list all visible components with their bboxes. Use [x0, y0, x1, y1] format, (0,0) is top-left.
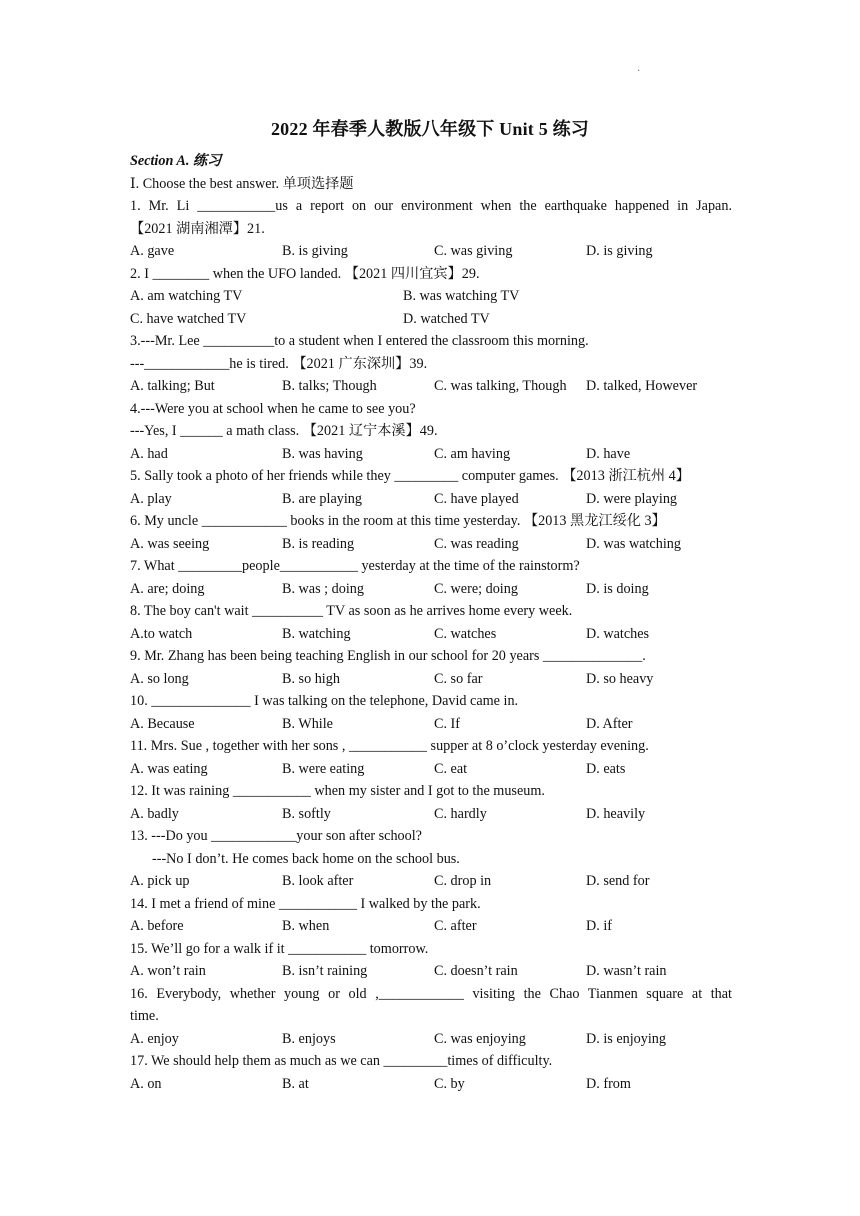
option-b: B. look after [282, 873, 354, 889]
answer-options [130, 443, 732, 466]
option-d: D. were playing [586, 490, 678, 507]
option-d: D. is enjoying [586, 1030, 666, 1047]
question-stem: ---No I don’t. He comes back home on the school bus. [152, 850, 460, 867]
option-a: A.to watch [130, 625, 193, 642]
header-dot: · [637, 66, 641, 77]
answer-options [130, 1073, 732, 1096]
option-c: C. If [434, 715, 461, 732]
option-c: C. were; doing [434, 580, 518, 597]
question-5 [130, 465, 732, 510]
question-stem: 8. The boy can't wait __________ TV as soon as he arrives home every week. [130, 603, 573, 619]
option-d: D. is giving [586, 243, 653, 259]
answer-options [130, 308, 732, 331]
answer-options [130, 915, 732, 938]
option-b: B. softly [282, 805, 331, 822]
option-b: B. talks; Though [282, 378, 377, 394]
option-c: C. after [434, 918, 477, 934]
option-d: D. wasn’t rain [586, 963, 667, 979]
option-b: B. at [282, 1075, 309, 1092]
option-c: C. am having [434, 445, 511, 462]
question-9 [130, 645, 732, 690]
option-a: A. so long [130, 670, 189, 687]
question-8 [130, 600, 732, 645]
option-d: D. if [586, 918, 613, 934]
question-stem: 17. We should help them as much as we can _________times of difficulty. [130, 1053, 553, 1069]
question-13 [130, 825, 732, 893]
option-d: D. send for [586, 873, 650, 889]
question-stem: 4.---Were you at school when he came to see you? [130, 400, 416, 417]
option-b: B. was ; doing [282, 580, 364, 597]
answer-options [130, 870, 732, 893]
question-stem: 5. Sally took a photo of her friends while they _________ computer games. 【2013 浙江杭州 4】 [130, 468, 690, 484]
option-a: A. are; doing [130, 580, 205, 597]
option-b: B. isn’t raining [282, 963, 368, 979]
option-b: B. are playing [282, 490, 362, 507]
answer-options [130, 713, 732, 736]
answer-options [130, 533, 732, 556]
question-6 [130, 510, 732, 555]
option-c: C. eat [434, 760, 468, 777]
part-heading: Ⅰ. Choose the best answer. 单项选择题 [130, 175, 354, 192]
option-c: C. hardly [434, 805, 487, 822]
question-stem: time. [130, 1008, 159, 1024]
question-stem: 13. ---Do you ____________your son after school? [130, 828, 422, 844]
question-stem: 9. Mr. Zhang has been being teaching English in our school for 20 years ______________. [130, 648, 646, 664]
option-d: D. is doing [586, 580, 649, 597]
option-c: C. have played [434, 490, 519, 507]
option-a: A. had [130, 445, 168, 462]
answer-options [130, 668, 732, 691]
option-b: B. so high [282, 670, 340, 687]
option-c: C. have watched TV [130, 310, 247, 327]
question-stem: 14. I met a friend of mine ___________ I walked by the park. [130, 895, 481, 912]
question-stem: 1. Mr. Li ___________us a report on our environment when the earthquake happened in Japan. [130, 198, 732, 214]
answer-options [130, 623, 732, 646]
option-c: C. so far [434, 670, 483, 687]
question-stem: 11. Mrs. Sue , together with her sons , ___________ supper at 8 o’clock yesterday evening. [130, 738, 649, 754]
question-stem: 12. It was raining ___________ when my sister and I got to the museum. [130, 783, 545, 799]
option-a: A. talking; But [130, 378, 215, 394]
question-stem: 16. Everybody, whether young or old ,____________ visiting the Chao Tianmen square at that [130, 985, 732, 1002]
option-b: B. were eating [282, 760, 365, 777]
option-b: B. While [282, 715, 333, 732]
exercise-body [130, 150, 732, 1095]
question-17 [130, 1050, 732, 1095]
question-stem: 6. My uncle ____________ books in the room at this time yesterday. 【2013 黑龙江绥化 3】 [130, 513, 666, 529]
option-d: D. eats [586, 760, 626, 777]
option-c: C. drop in [434, 873, 492, 889]
question-11 [130, 735, 732, 780]
option-c: C. was giving [434, 243, 513, 259]
question-stem: 2. I ________ when the UFO landed. 【2021 四川宜宾】29. [130, 265, 480, 282]
option-d: D. watches [586, 625, 650, 642]
option-d: D. was watching [586, 535, 681, 552]
answer-options [130, 285, 732, 308]
option-c: C. was talking, Though [434, 378, 567, 394]
option-a: A. was eating [130, 760, 208, 777]
option-b: B. is reading [282, 535, 355, 552]
option-a: A. pick up [130, 873, 190, 889]
option-a: A. play [130, 490, 172, 507]
question-1 [130, 195, 732, 263]
question-stem: 15. We’ll go for a walk if it ___________ tomorrow. [130, 940, 429, 957]
option-a: A. won’t rain [130, 963, 206, 979]
option-b: B. watching [282, 625, 351, 642]
question-12 [130, 780, 732, 825]
question-stem: 3.---Mr. Lee __________to a student when I entered the classroom this morning. [130, 333, 589, 349]
section-heading: Section A. 练习 [130, 153, 222, 169]
option-c: C. was enjoying [434, 1030, 526, 1047]
question-stem: 10. ______________ I was talking on the telephone, David came in. [130, 693, 519, 709]
question-16 [130, 983, 732, 1051]
answer-options [130, 375, 732, 398]
option-b: B. is giving [282, 243, 348, 259]
option-b: B. was having [282, 445, 363, 462]
option-a: A. was seeing [130, 535, 210, 552]
question-stem: ---____________he is tired. 【2021 广东深圳】39. [130, 355, 428, 372]
answer-options [130, 240, 732, 263]
answer-options [130, 488, 732, 511]
question-15 [130, 938, 732, 983]
option-d: D. have [586, 445, 631, 462]
option-a: A. am watching TV [130, 288, 243, 304]
option-b: B. was watching TV [403, 288, 520, 304]
option-a: A. gave [130, 243, 175, 259]
question-stem: 7. What _________people___________ yesterday at the time of the rainstorm? [130, 558, 580, 574]
option-c: C. was reading [434, 535, 519, 552]
question-2 [130, 263, 732, 331]
question-stem: 【2021 湖南湘潭】21. [130, 220, 265, 237]
question-7 [130, 555, 732, 600]
option-d: D. watched TV [403, 310, 490, 327]
option-d: D. After [586, 715, 633, 732]
option-d: D. talked, However [586, 378, 698, 394]
option-a: A. on [130, 1075, 162, 1092]
option-b: B. enjoys [282, 1030, 336, 1047]
answer-options [130, 578, 732, 601]
question-stem: ---Yes, I ______ a math class. 【2021 辽宁本溪】49. [130, 423, 438, 439]
question-3 [130, 330, 732, 398]
option-d: D. from [586, 1075, 631, 1092]
question-14 [130, 893, 732, 938]
option-a: A. Because [130, 715, 195, 732]
option-d: D. so heavy [586, 670, 654, 687]
question-10 [130, 690, 732, 735]
option-a: A. enjoy [130, 1030, 179, 1047]
option-b: B. when [282, 918, 330, 934]
document-title: 2022 年春季人教版八年级下 Unit 5 练习 [270, 119, 589, 139]
option-c: C. watches [434, 625, 497, 642]
option-c: C. by [434, 1075, 465, 1092]
answer-options [130, 803, 732, 826]
option-c: C. doesn’t rain [434, 963, 518, 979]
answer-options [130, 758, 732, 781]
answer-options [130, 960, 732, 983]
answer-options [130, 1028, 732, 1051]
option-a: A. before [130, 918, 184, 934]
option-a: A. badly [130, 805, 179, 822]
option-d: D. heavily [586, 805, 646, 822]
question-4 [130, 398, 732, 466]
